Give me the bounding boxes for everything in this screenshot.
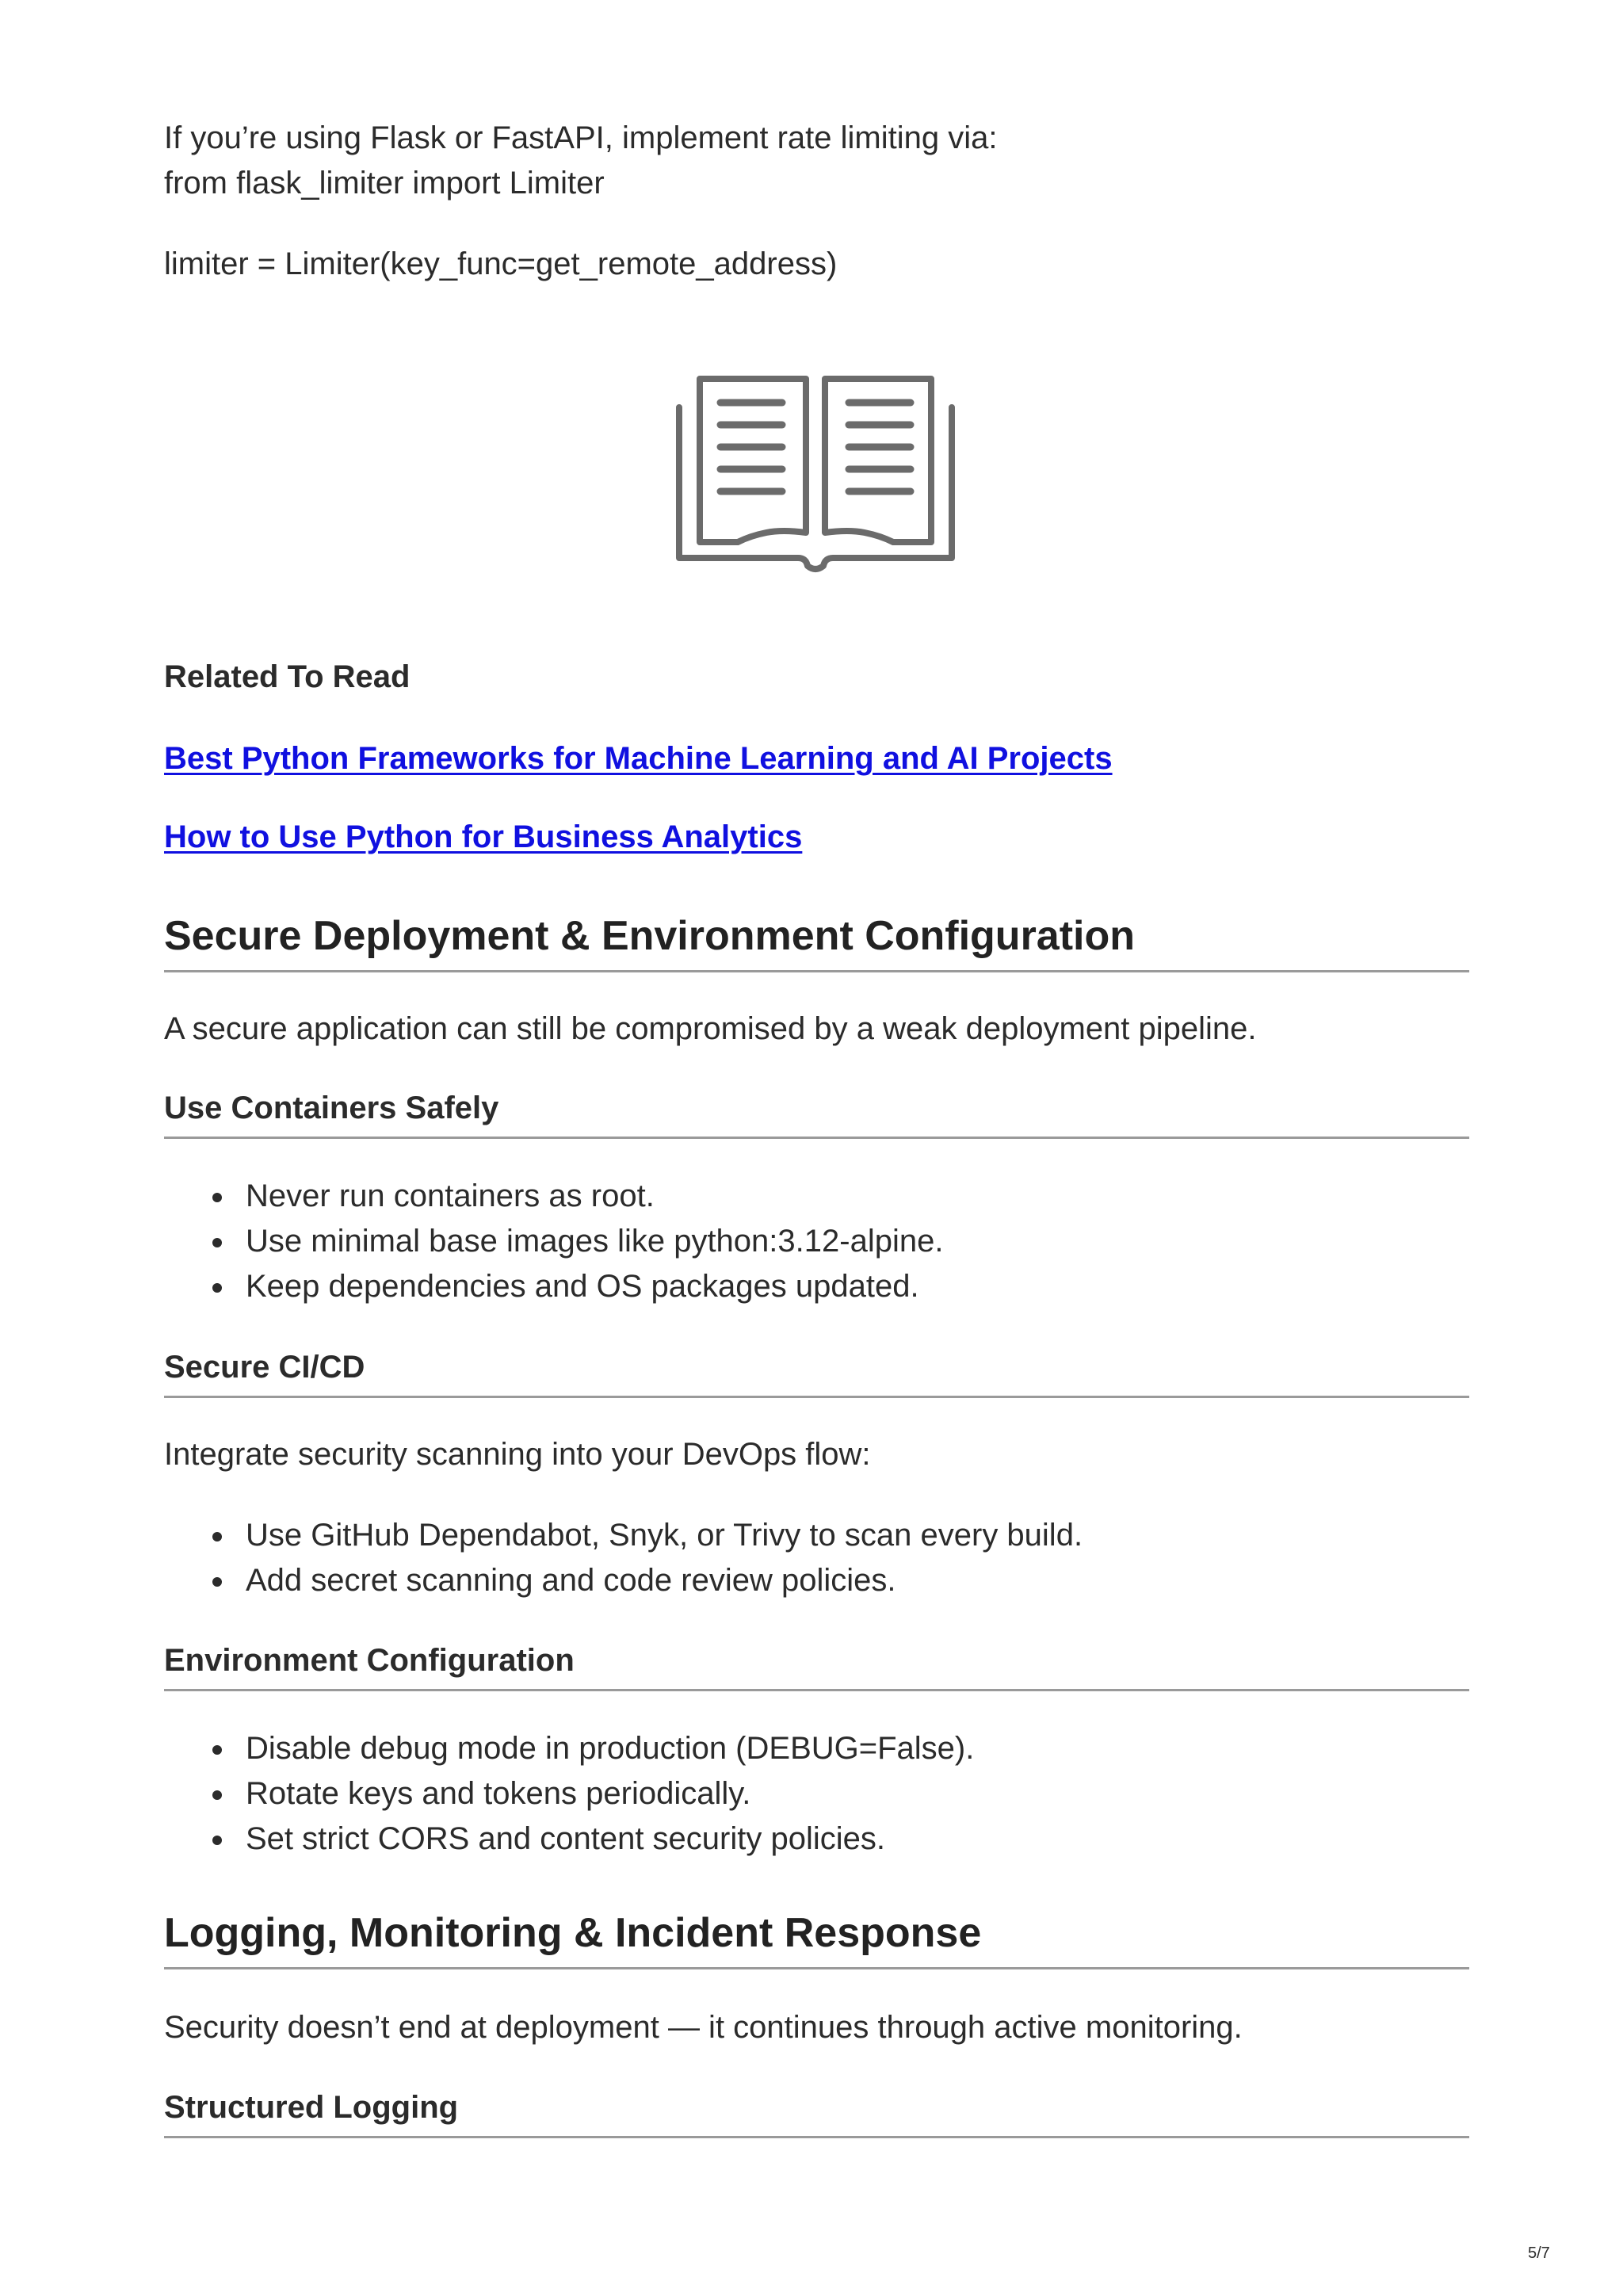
subheading-environment: Environment Configuration: [164, 1640, 1469, 1691]
containers-list: [164, 1174, 943, 1309]
related-link-business-analytics[interactable]: How to Use Python for Business Analytics: [164, 819, 803, 854]
subheading-containers: Use Containers Safely: [164, 1087, 1469, 1139]
subheading-structured-logging: Structured Logging: [164, 2087, 1469, 2138]
section-heading-logging: Logging, Monitoring & Incident Response: [164, 1908, 1469, 1969]
related-title: Related To Read: [164, 659, 411, 694]
list-item: Set strict CORS and content security policies.: [164, 1817, 974, 1862]
logging-intro: Security doesn’t end at deployment — it continues through active monitoring.: [164, 2010, 1243, 2045]
open-book-icon: [671, 374, 960, 575]
list-item: Disable debug mode in production (DEBUG=False).: [164, 1726, 974, 1771]
cicd-list: [164, 1513, 1083, 1603]
page-number: 5/7: [1528, 2244, 1550, 2262]
intro-line: If you’re using Flask or FastAPI, implement rate limiting via:: [164, 120, 998, 155]
list-item: Rotate keys and tokens periodically.: [164, 1771, 974, 1817]
section-heading-deployment: Secure Deployment & Environment Configuration: [164, 911, 1469, 972]
list-item: Never run containers as root.: [164, 1174, 943, 1219]
related-link-ml-frameworks[interactable]: Best Python Frameworks for Machine Learning and AI Projects: [164, 741, 1113, 776]
intro-paragraph: [164, 116, 997, 206]
code-import-line: from flask_limiter import Limiter: [164, 166, 605, 201]
code-limiter-line: limiter = Limiter(key_func=get_remote_address): [164, 246, 838, 281]
list-item: Add secret scanning and code review policies.: [164, 1558, 1083, 1603]
list-item: Use minimal base images like python:3.12-alpine.: [164, 1219, 943, 1264]
subheading-cicd: Secure CI/CD: [164, 1347, 1469, 1398]
list-item: Keep dependencies and OS packages updated.: [164, 1264, 943, 1309]
deployment-intro: A secure application can still be compromised by a weak deployment pipeline.: [164, 1011, 1257, 1046]
environment-list: [164, 1726, 974, 1862]
list-item: Use GitHub Dependabot, Snyk, or Trivy to scan every build.: [164, 1513, 1083, 1558]
cicd-intro: Integrate security scanning into your DevOps flow:: [164, 1437, 871, 1472]
